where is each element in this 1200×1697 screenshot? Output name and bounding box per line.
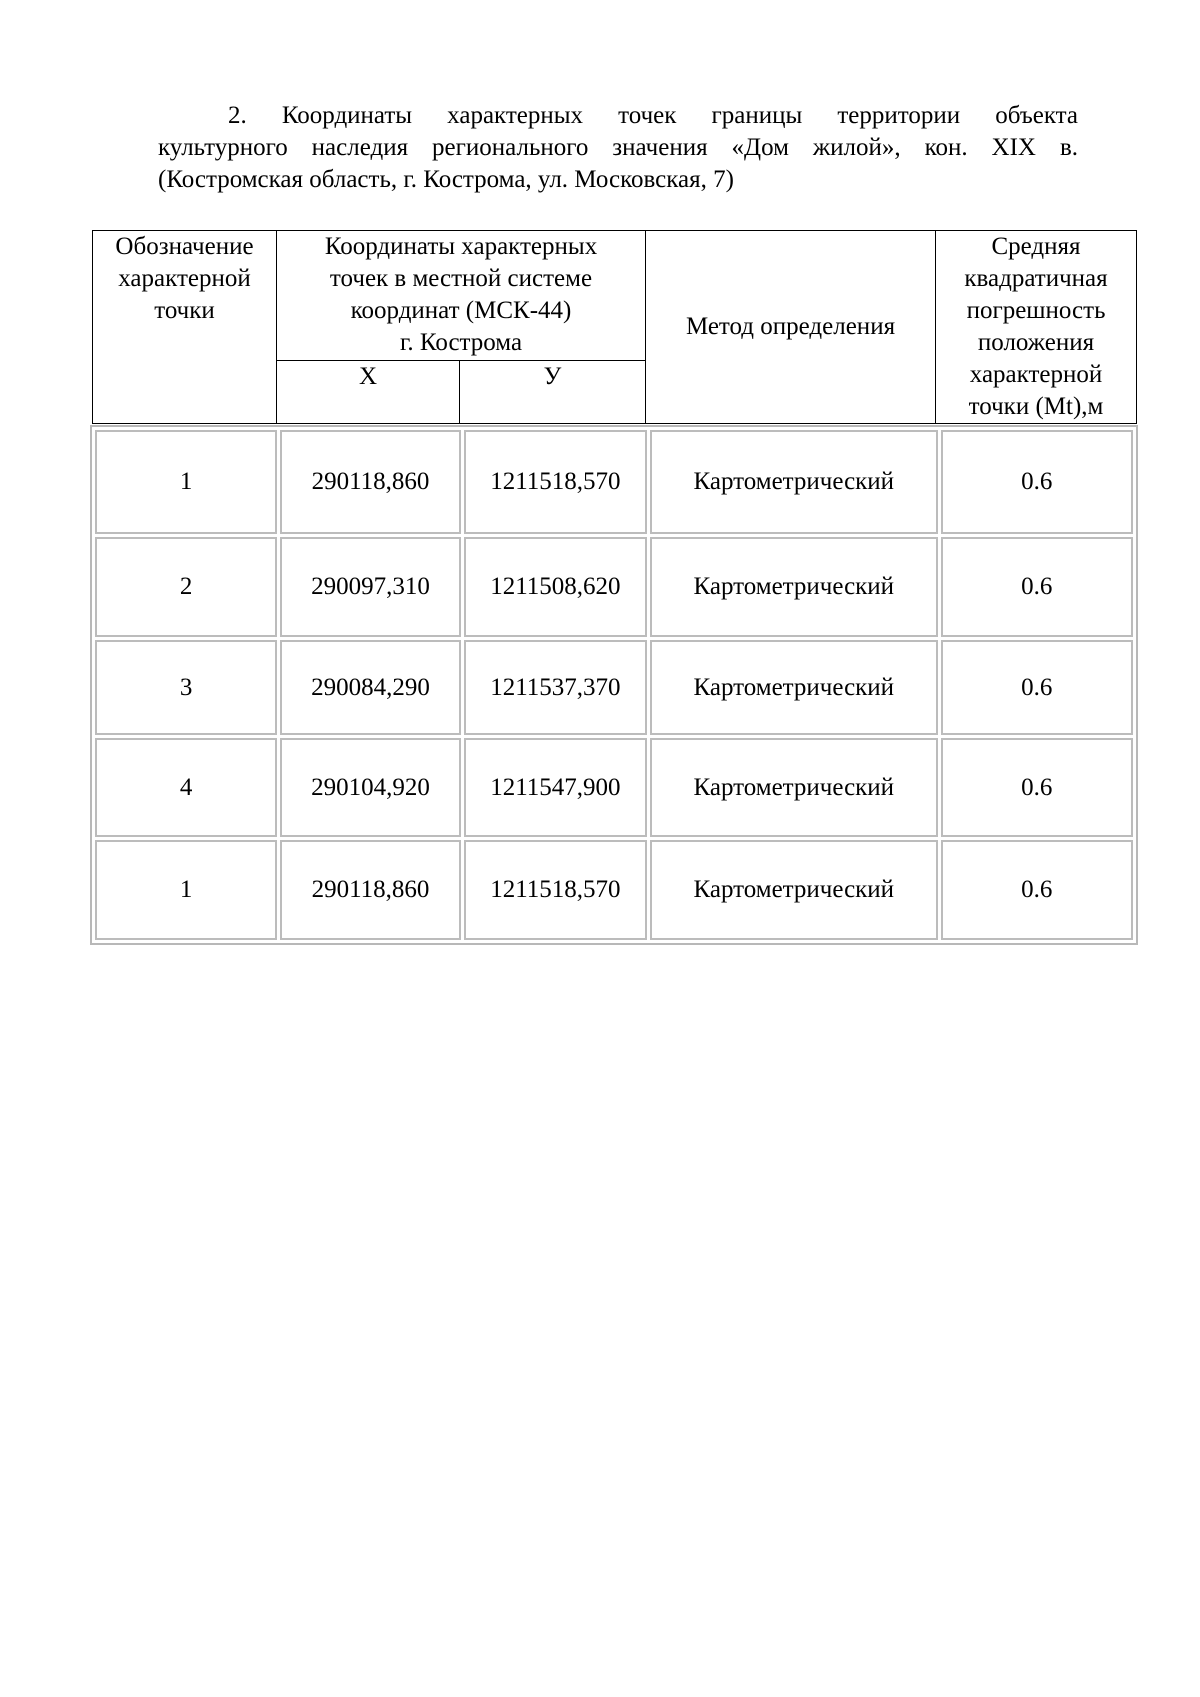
table-row — [95, 738, 1133, 837]
header-point-designation — [93, 231, 277, 424]
header-error-line: точки (Mt),м — [968, 393, 1104, 420]
cell-method: Картометрический — [650, 430, 938, 534]
cell-method: Картометрический — [650, 640, 938, 735]
header-coordinates — [277, 231, 646, 361]
header-point-line: характерной — [118, 265, 251, 292]
header-y: У — [460, 361, 646, 424]
cell-y: 1211518,570 — [464, 840, 647, 940]
cell-x: 290118,860 — [280, 430, 460, 534]
header-coords-line: Координаты характерных — [324, 233, 598, 260]
header-error-line: Средняя — [991, 233, 1081, 260]
cell-y: 1211547,900 — [464, 738, 647, 837]
header-mean-square-error — [936, 231, 1137, 424]
header-coords-line: координат (МСК-44) — [350, 297, 572, 324]
heading-line-2: культурного наследия регионального значения «Дом жилой», кон. XIX в. — [158, 134, 1078, 161]
cell-method: Картометрический — [650, 840, 938, 940]
header-error-line: погрешность — [966, 297, 1106, 324]
cell-y: 1211508,620 — [464, 537, 647, 637]
cell-point: 3 — [95, 640, 277, 735]
header-x: Х — [277, 361, 460, 424]
section-heading — [158, 100, 1078, 196]
cell-error: 0.6 — [941, 840, 1133, 940]
cell-point: 1 — [95, 840, 277, 940]
coordinates-table-body — [90, 425, 1138, 945]
cell-error: 0.6 — [941, 537, 1133, 637]
cell-x: 290104,920 — [280, 738, 460, 837]
cell-point: 1 — [95, 430, 277, 534]
cell-y: 1211518,570 — [464, 430, 647, 534]
cell-error: 0.6 — [941, 738, 1133, 837]
table-row — [95, 840, 1133, 940]
header-coords-line: г. Кострома — [399, 329, 523, 356]
cell-x: 290097,310 — [280, 537, 460, 637]
cell-y: 1211537,370 — [464, 640, 647, 735]
header-error-line: квадратичная — [964, 265, 1108, 292]
cell-error: 0.6 — [941, 430, 1133, 534]
cell-method: Картометрический — [650, 537, 938, 637]
cell-point: 2 — [95, 537, 277, 637]
header-error-line: характерной — [969, 361, 1103, 388]
table-row — [95, 640, 1133, 735]
heading-line-3: (Костромская область, г. Кострома, ул. Московская, 7) — [158, 166, 734, 193]
cell-x: 290118,860 — [280, 840, 460, 940]
header-coords-line: точек в местной системе — [329, 265, 593, 292]
cell-point: 4 — [95, 738, 277, 837]
heading-line-1: 2. Координаты характерных точек границы территории объекта — [228, 102, 1078, 129]
header-method — [646, 231, 936, 424]
header-error-line: положения — [977, 329, 1095, 356]
header-method-label: Метод определения — [685, 313, 896, 340]
table-row — [95, 537, 1133, 637]
cell-error: 0.6 — [941, 640, 1133, 735]
header-point-line: точки — [154, 297, 215, 324]
header-point-line: Обозначение — [115, 233, 254, 260]
cell-x: 290084,290 — [280, 640, 460, 735]
table-row — [95, 430, 1133, 534]
cell-method: Картометрический — [650, 738, 938, 837]
coordinates-table-header — [92, 230, 1137, 424]
